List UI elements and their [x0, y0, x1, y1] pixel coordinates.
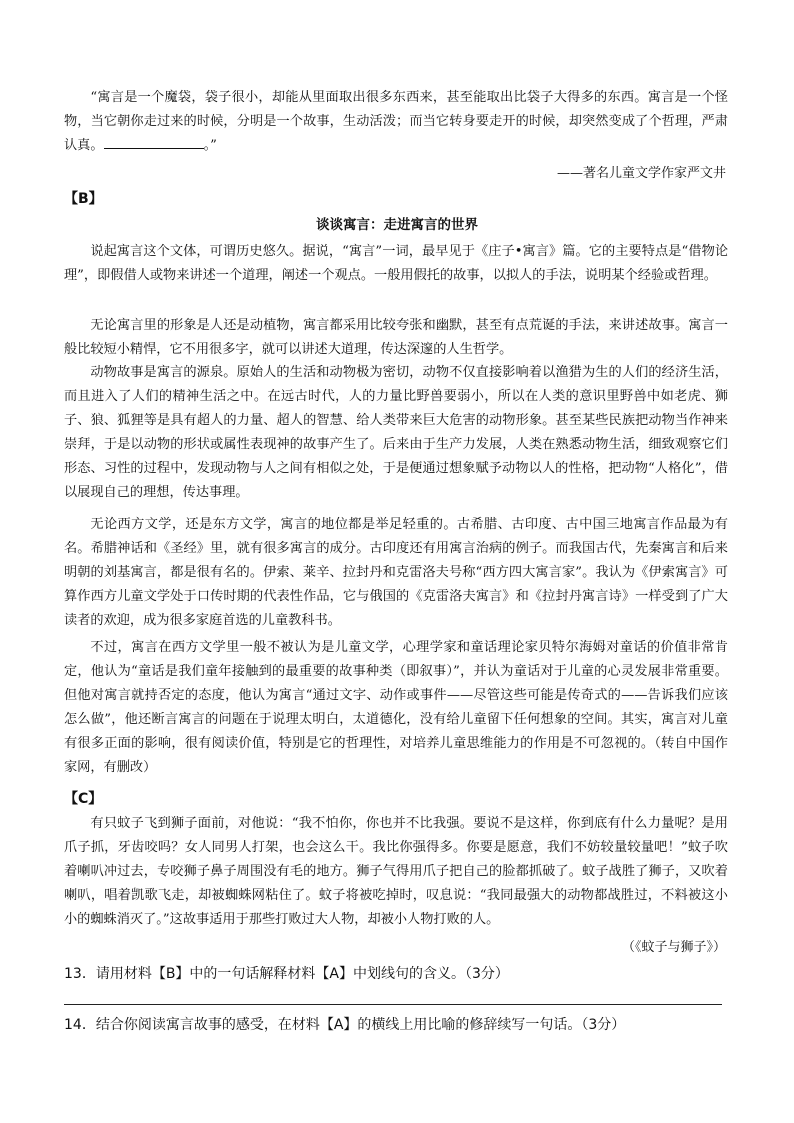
material-a-attribution: ——著名儿童文学作家严文井	[556, 166, 726, 181]
material-c-source: （《蚊子与狮子》）	[621, 940, 726, 955]
question-13: 13．请用材料【B】中的一句话解释材料【A】中划线句的含义。（3分）	[64, 966, 509, 982]
material-a-quote-text: “寓言是一个魔袋，袋子很小，却能从里面取出很多东西来，甚至能取出比袋子大得多的东西。寓言是一个怪物，当它朝你走过来的时候，分明是一个故事，生动活泼；而当它转身要走开的时候，却突然变成了个哲理，严肃认真。	[64, 90, 728, 153]
question-14: 14．结合你阅读寓言故事的感受，在材料【A】的横线上用比喻的修辞续写一句话。（3分）	[64, 1017, 626, 1033]
material-b-paragraph-4: 无论西方文学，还是东方文学，寓言的地位都是举足轻重的。古希腊、古印度、古中国三地寓言作品最为有名。希腊神话和《圣经》里，就有很多寓言的成分。古印度还有用寓言治病的例子。而我国古代，先秦寓言和后来明朝的刘基寓言，都是很有名的。伊索、莱辛、拉封丹和克雷洛夫号称“西方四大寓言家”。我认为《伊索寓言》可算作西方儿童文学处于口传时期的代表性作品，它与俄国的《克雷洛夫寓言》和《拉封丹寓言诗》一样受到了广大读者的欢迎，成为很多家庭首选的儿童教科书。	[64, 517, 728, 628]
material-b-paragraph-5: 不过，寓言在西方文学里一般不被认为是儿童文学，心理学家和童话理论家贝特尔海姆对童话的价值非常肯定，他认为“童话是我们童年接触到的最重要的故事种类（即叙事）”，并认为童话对于儿童的心灵发展非常重要。但他对寓言就持否定的态度，他认为寓言“通过文字、动作或事件——尽管这些可能是传奇式的——告诉我们应该怎么做”，他还断言寓言的问题在于说理太明白，太道德化，没有给儿童留下任何想象的空间。其实，寓言对儿童有很多正面的影响，很有阅读价值，特别是它的哲理性，对培养儿童思维能力的作用是不可忽视的。（转自中国作家网，有删改）	[64, 640, 728, 775]
material-b-title: 谈谈寓言：走进寓言的世界	[316, 217, 478, 233]
material-a-quote-end: 。”	[203, 138, 217, 153]
material-c-label: 【C】	[64, 791, 103, 807]
material-c-paragraph: 有只蚊子飞到狮子面前，对他说：“我不怕你，你也并不比我强。要说不是这样，你到底有什么力量呢？是用爪子抓，牙齿咬吗？女人同男人打架，也会这么干。我比你强得多。你要是愿意，我们不妨较量较量吧！”蚊子吹着喇叭冲过去，专咬狮子鼻子周围没有毛的地方。狮子气得用爪子把自己的脸都抓破了。蚊子战胜了狮子，又吹着喇叭，唱着凯歌飞走，却被蜘蛛网粘住了。蚊子将被吃掉时，叹息说：“我同最强大的动物都战胜过，不料被这小小的蜘蛛消灭了。”这故事适用于那些打败过大人物，却被小人物打败的人。	[64, 816, 728, 927]
answer-line-13[interactable]	[64, 1004, 722, 1005]
material-b-paragraph-1: 说起寓言这个文体，可谓历史悠久。据说，“寓言”一词，最早见于《庄子•寓言》篇。它的主要特点是“借物论理”，即假借人或物来讲述一个道理，阐述一个观点。一般用假托的故事，以拟人的手法，说明某个经验或哲理。	[64, 244, 728, 283]
material-b-label: 【B】	[64, 191, 103, 207]
material-b-paragraph-2: 无论寓言里的形象是人还是动植物，寓言都采用比较夸张和幽默，甚至有点荒诞的手法，来讲述故事。寓言一般比较短小精悍，它不用很多字，就可以讲述大道理，传达深邃的人生哲学。	[64, 318, 728, 357]
answer-blank[interactable]	[104, 134, 204, 149]
material-a-quote	[64, 86, 728, 158]
material-b-paragraph-3: 动物故事是寓言的源泉。原始人的生活和动物极为密切，动物不仅直接影响着以渔猎为生的人们的经济生活，而且进入了人们的精神生活之中。在远古时代，人的力量比野兽要弱小，所以在人类的意识里野兽中如老虎、狮子、狼、狐狸等是具有超人的力量、超人的智慧、给人类带来巨大危害的动物形象。甚至某些民族把动物当作神来崇拜，于是以动物的形状或属性表现神的故事产生了。后来由于生产力发展，人类在熟悉动物生活，细致观察它们形态、习性的过程中，发现动物与人之间有相似之处，于是便通过想象赋予动物以人的性格，把动物“人格化”，借以展现自己的理想，传达事理。	[64, 365, 728, 500]
